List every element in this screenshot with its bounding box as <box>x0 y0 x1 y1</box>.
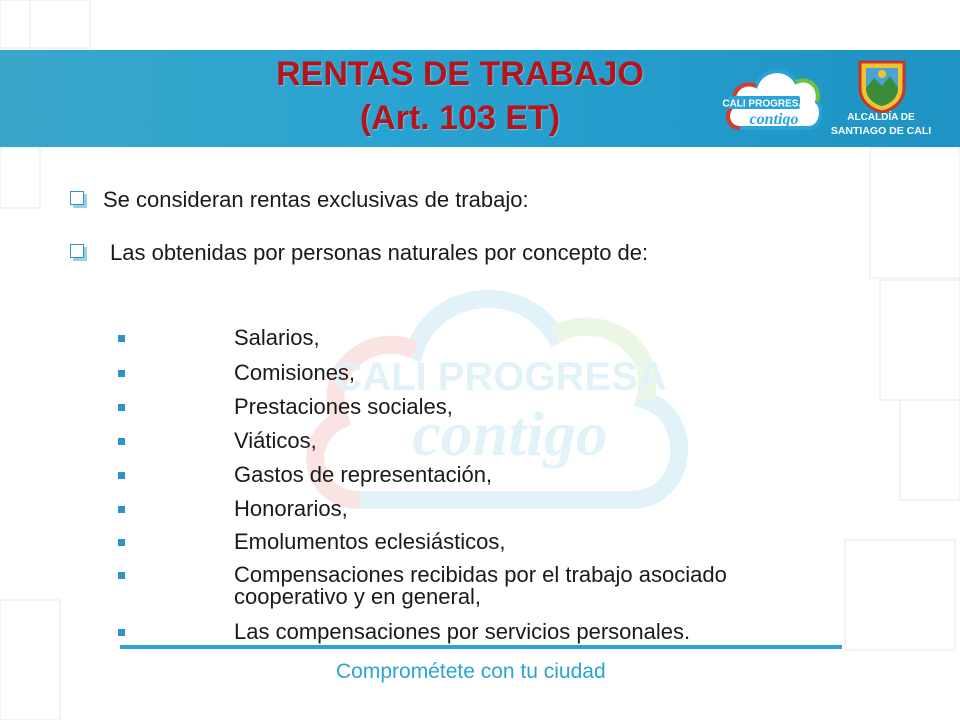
list-item-text: Prestaciones sociales, <box>234 394 453 419</box>
cali-progresa-logo <box>722 58 822 136</box>
list-item-text-continued: cooperativo y en general, <box>234 584 482 609</box>
main-point-1: Se consideran rentas exclusivas de trabajo: <box>103 187 529 212</box>
square-bullet-icon <box>118 438 125 445</box>
square-bullet-icon <box>118 404 125 411</box>
seal-caption-line-2: SANTIAGO DE CALI <box>830 125 932 137</box>
square-bullet-icon <box>118 539 125 546</box>
santiago-de-cali-coat-of-arms-icon <box>852 58 912 114</box>
list-item-text: Honorarios, <box>234 496 348 521</box>
list-item-text: Gastos de representación, <box>234 462 493 487</box>
square-bullet-icon <box>118 472 125 479</box>
page-title-line-2: (Art. 103 ET) <box>359 99 561 137</box>
square-bullet-icon <box>118 335 125 342</box>
page-title-line-1: RENTAS DE TRABAJO <box>276 55 644 93</box>
list-item-text: Emolumentos eclesiásticos, <box>234 529 506 554</box>
list-item-text: Viáticos, <box>234 428 317 453</box>
seal-caption-line-1: ALCALDÍA DE <box>847 112 915 123</box>
footer-divider <box>120 645 842 649</box>
footer-tagline: Comprométete con tu ciudad <box>336 660 606 683</box>
list-item-text: Las compensaciones por servicios personales. <box>234 619 691 644</box>
main-point-2: Las obtenidas por personas naturales por concepto de: <box>110 240 649 265</box>
checkbox-bullet-icon <box>70 244 87 261</box>
square-bullet-icon <box>118 629 125 636</box>
square-bullet-icon <box>118 506 125 513</box>
watermark-text-top: CALI PROGRESA <box>333 355 667 399</box>
list-item-text: Comisiones, <box>234 360 356 385</box>
square-bullet-icon <box>118 370 125 377</box>
list-item-text: Salarios, <box>234 325 320 350</box>
square-bullet-icon <box>118 572 125 579</box>
checkbox-bullet-icon <box>70 191 87 208</box>
logo-cloud-top-text: CALI PROGRESA <box>722 98 806 110</box>
watermark-text-bottom: contigo <box>412 398 608 469</box>
list-item-text: Compensaciones recibidas por el trabajo asociado <box>234 562 727 587</box>
logo-cloud-bottom-text: contigo <box>749 111 799 128</box>
